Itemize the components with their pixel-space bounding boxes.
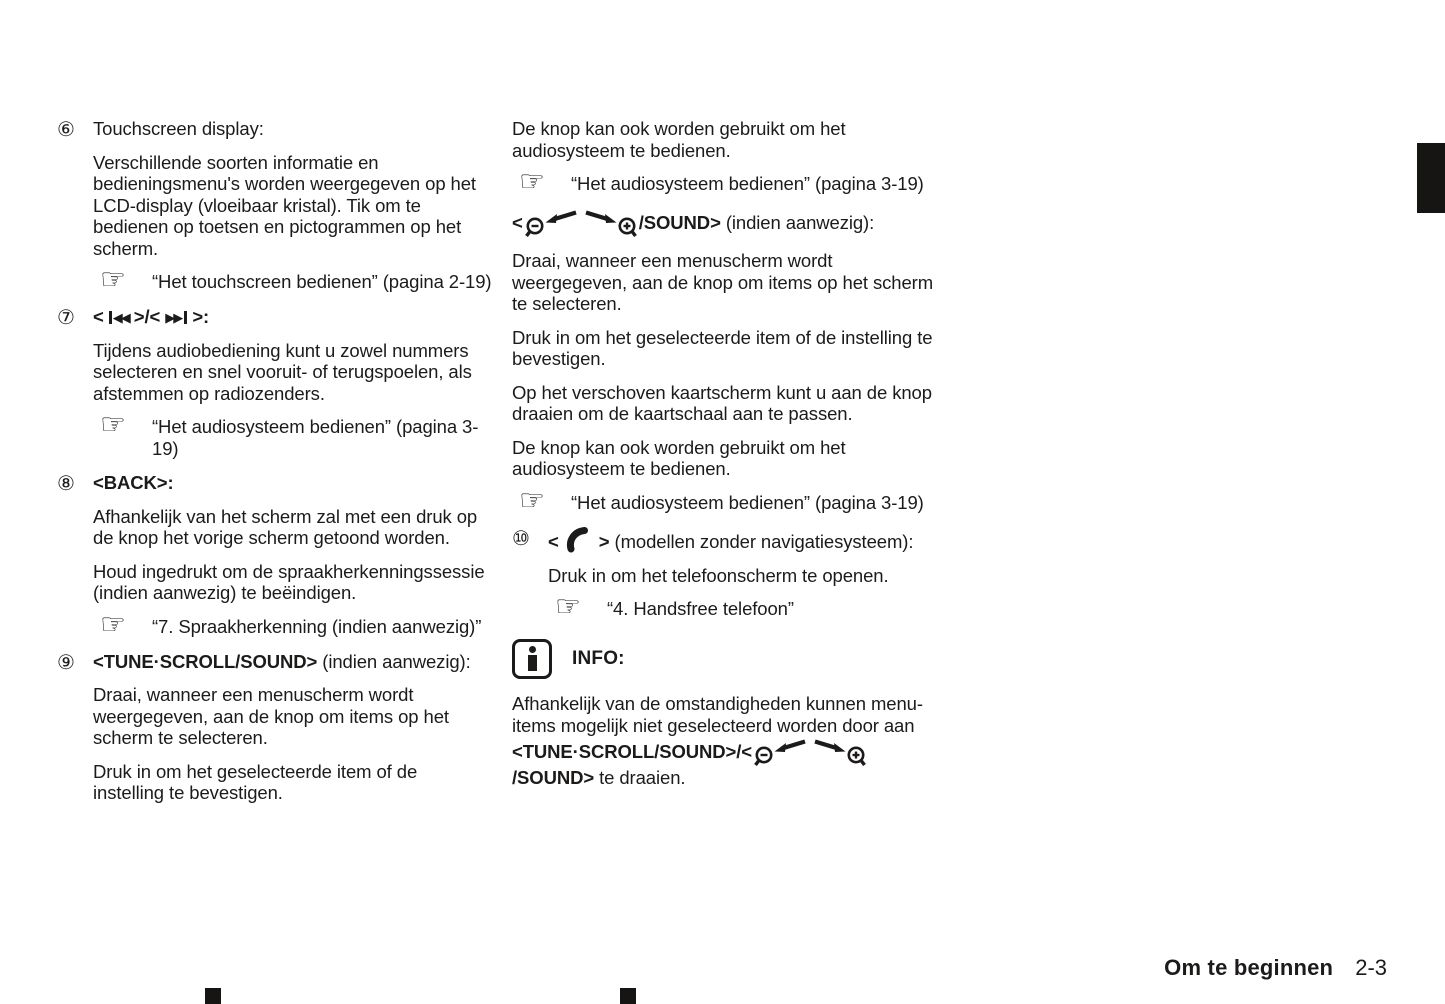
reference-text: “Het audiosysteem bedienen” (pagina 3-19) — [152, 416, 479, 459]
reference-text: “Het audiosysteem bedienen” (pagina 3-19) — [571, 173, 924, 194]
item10-title — [548, 527, 948, 553]
circled-number-8: ⑧ — [57, 473, 75, 495]
button-name: /SOUND> — [638, 212, 721, 233]
cross-reference — [100, 409, 493, 459]
info-paragraph — [512, 693, 948, 789]
info-heading — [512, 639, 948, 679]
cross-reference — [519, 166, 948, 198]
knob-paragraph-4: De knop kan ook worden gebruikt om het audiosysteem te bedienen. — [512, 436, 846, 479]
cross-reference — [100, 608, 493, 641]
circled-number-9: ⑨ — [57, 651, 75, 674]
reference-text: “Het audiosysteem bedienen” (pagina 3-19) — [571, 491, 924, 513]
print-registration-mark — [620, 988, 636, 1004]
zoom-out-rotate-icon — [752, 737, 810, 767]
list-item-10 — [512, 527, 948, 634]
item8-paragraph-2: Houd ingedrukt om de spraakherkenningssessie (indien aanwezig) te beëindigen. — [93, 560, 485, 603]
item6-title: Touchscreen display: — [93, 118, 264, 139]
footer-section-title: Om te beginnen — [1164, 955, 1334, 980]
see-reference-hand-icon: ☞ — [555, 591, 581, 623]
button-name: /SOUND> — [512, 767, 595, 788]
title-suffix: (indien aanwezig): — [720, 212, 875, 233]
previous-track-icon: ◀◀ — [109, 311, 129, 324]
item9-paragraph-2: Druk in om het geselecteerde item of de instelling te bevestigen. — [93, 760, 418, 803]
info-label: INFO: — [572, 648, 625, 669]
right-column — [512, 118, 948, 789]
item9-title — [93, 651, 493, 673]
item6-paragraph: Verschillende soorten informatie en bedieningsmenu's worden weergegeven op het LCD-display (vloeibaar kristal). Tik om te bedienen op toetsen en pictogrammen op het scherm. — [93, 151, 476, 259]
item7-title — [93, 306, 493, 328]
circled-number-6: ⑥ — [57, 119, 75, 141]
knob-paragraph-1: Draai, wanneer een menuscherm wordt weergegeven, aan de knop om items op het scherm te selecteren. — [512, 250, 934, 314]
circled-number-7: ⑦ — [57, 307, 75, 329]
zoom-out-rotate-icon — [523, 208, 581, 238]
zoom-in-rotate-icon — [581, 208, 639, 238]
chapter-tab-mark — [1417, 143, 1445, 213]
item10-paragraph: Druk in om het telefoonscherm te openen. — [548, 564, 889, 586]
button-name: <TUNE·SCROLL/SOUND> — [93, 650, 318, 672]
angle-close: > — [593, 530, 615, 552]
see-reference-hand-icon: ☞ — [100, 608, 126, 641]
reference-text: “Het touchscreen bedienen” (pagina 2-19) — [152, 271, 492, 292]
print-registration-mark — [205, 988, 221, 1004]
separator: >/< — [128, 306, 166, 327]
left-column — [57, 118, 493, 816]
cross-reference — [555, 591, 948, 623]
angle-open: < — [93, 306, 109, 327]
footer-page-number: 2-3 — [1355, 955, 1387, 980]
reference-text: “4. Handsfree telefoon” — [607, 598, 794, 619]
circled-number-10: ⑩ — [512, 527, 530, 550]
title-suffix: (modellen zonder navigatiesysteem): — [614, 530, 914, 552]
angle-open: < — [512, 212, 523, 233]
knob-paragraph-2: Druk in om het geselecteerde item of de instelling te bevestigen. — [512, 326, 933, 369]
reference-text: “7. Spraakherkenning (indien aanwezig)” — [152, 615, 482, 637]
item8-paragraph-1: Afhankelijk van het scherm zal met een druk op de knop het vorige scherm getoond worden. — [93, 505, 478, 548]
see-reference-hand-icon: ☞ — [100, 409, 126, 441]
angle-open: < — [548, 530, 564, 552]
phone-handset-icon — [566, 527, 592, 553]
zoom-sound-knob-title — [512, 208, 948, 238]
continuation-paragraph-1: De knop kan ook worden gebruikt om het audiosysteem te bedienen. — [512, 118, 846, 161]
item9-paragraph-1: Draai, wanneer een menuscherm wordt weergegeven, aan de knop om items op het scherm te selecteren. — [93, 684, 449, 748]
cross-reference — [100, 264, 493, 296]
item7-paragraph: Tijdens audiobediening kunt u zowel nummers selecteren en snel vooruit- of terugspoelen, als afstemmen op radiozenders. — [93, 339, 472, 404]
title-suffix: (indien aanwezig): — [317, 650, 471, 672]
list-item-9 — [57, 651, 493, 816]
see-reference-hand-icon: ☞ — [519, 484, 545, 517]
cross-reference — [519, 484, 948, 517]
list-item-8 — [57, 472, 493, 651]
info-text-1: Afhankelijk van de omstandigheden kunnen menu-items mogelijk niet geselecteerd worden door aan — [512, 693, 923, 736]
angle-close: >: — [187, 306, 210, 327]
info-text-2: te draaien. — [594, 767, 686, 788]
next-track-icon: ▶▶ — [165, 311, 187, 324]
list-item-6 — [57, 118, 493, 306]
knob-paragraph-3: Op het verschoven kaartscherm kunt u aan de knop draaien om de kaartschaal aan te passen. — [512, 381, 932, 424]
see-reference-hand-icon: ☞ — [519, 166, 545, 198]
page-footer — [1164, 955, 1387, 981]
button-name: <TUNE·SCROLL/SOUND>/< — [512, 741, 752, 762]
zoom-in-rotate-icon — [810, 737, 868, 767]
list-item-7 — [57, 306, 493, 472]
info-icon — [512, 639, 552, 679]
item8-title: <BACK>: — [93, 472, 174, 493]
see-reference-hand-icon: ☞ — [100, 264, 126, 296]
